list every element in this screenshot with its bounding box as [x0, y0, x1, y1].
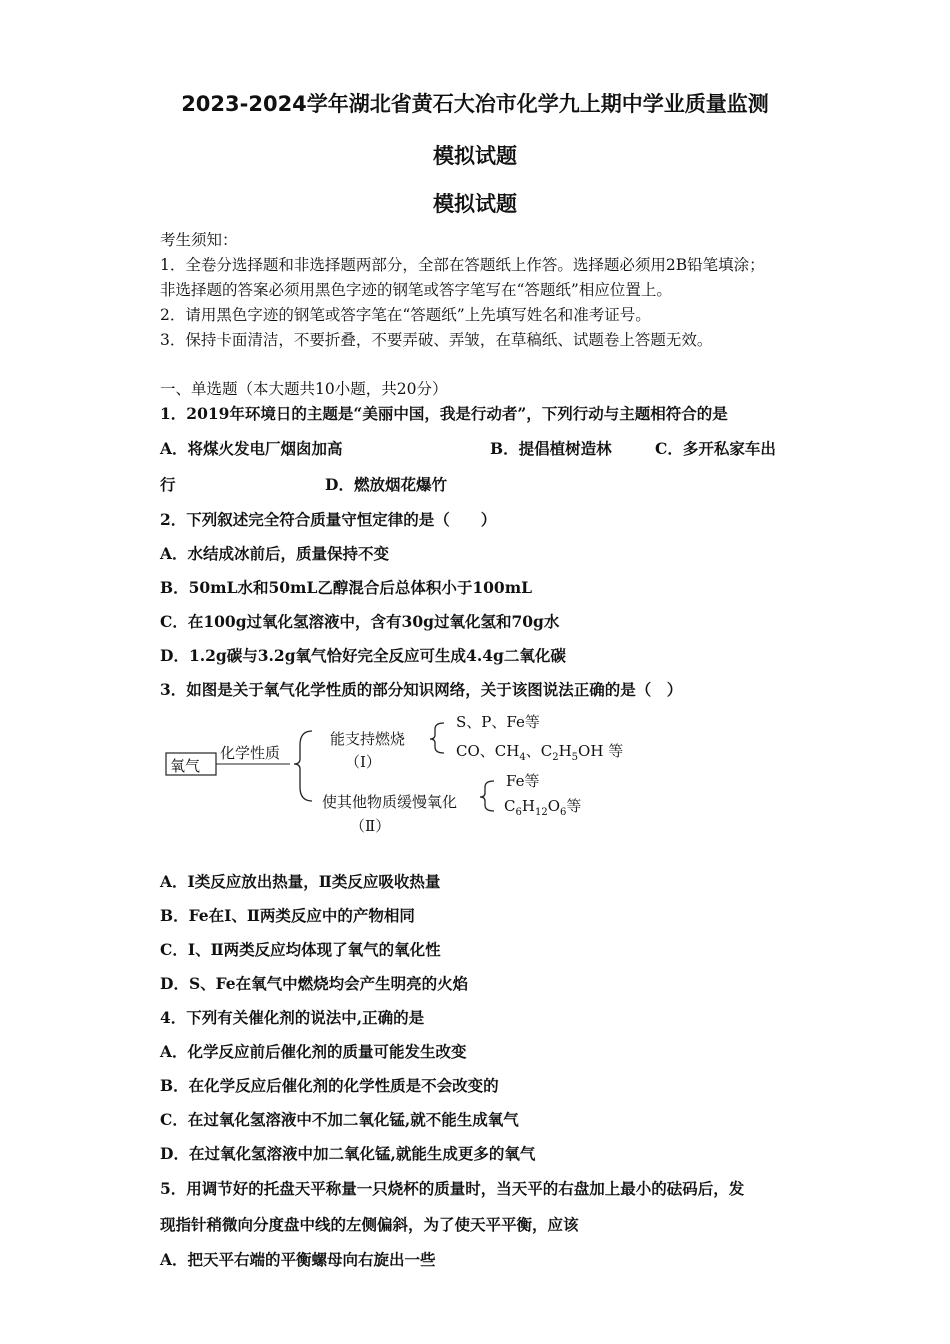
q4-option-b: B．在化学反应后催化剂的化学性质是不会改变的	[160, 1076, 499, 1095]
q2-stem: 2．下列叙述完全符合质量守恒定律的是（ ）	[160, 510, 497, 529]
doc-title-line1: 2023-2024学年湖北省黄石大冶市化学九上期中学业质量监测	[181, 92, 769, 116]
q4-option-c: C．在过氧化氢溶液中不加二氧化锰,就不能生成氧气	[160, 1110, 519, 1129]
q1-option-d: D．燃放烟花爆竹	[325, 475, 447, 494]
q5-stem-line1: 5．用调节好的托盘天平称量一只烧杯的质量时，当天平的右盘加上最小的砝码后，发	[160, 1179, 745, 1198]
q5-option-a: A．把天平右端的平衡螺母向右旋出一些	[160, 1250, 436, 1269]
q4-stem: 4．下列有关催化剂的说法中,正确的是	[160, 1008, 425, 1027]
q2-option-c: C．在100g过氧化氢溶液中，含有30g过氧化氢和70g水	[160, 612, 560, 631]
q2-option-a: A．水结成冰前后，质量保持不变	[160, 544, 390, 563]
q4-option-d: D．在过氧化氢溶液中加二氧化锰,就能生成更多的氧气	[160, 1144, 536, 1163]
q1-stem: 1．2019年环境日的主题是“美丽中国，我是行动者”，下列行动与主题相符合的是	[160, 404, 728, 423]
diagram-slow-example-1: Fe等	[506, 772, 540, 790]
diagram-lines	[160, 705, 640, 840]
diagram-support-burn-label: 能支持燃烧	[330, 730, 406, 748]
notice-heading: 考生须知：	[160, 231, 238, 249]
diagram-type2-label: （Ⅱ）	[350, 817, 391, 835]
oxygen-knowledge-diagram	[160, 705, 640, 840]
notice-item: 非选择题的答案必须用黑色字迹的钢笔或答字笔写在“答题纸”相应位置上。	[160, 281, 672, 299]
q3-option-d: D．S、Fe在氧气中燃烧均会产生明亮的火焰	[160, 974, 469, 993]
q3-option-a: A．Ⅰ类反应放出热量，Ⅱ类反应吸收热量	[160, 872, 441, 891]
q5-stem-line2: 现指针稍微向分度盘中线的左侧偏斜，为了使天平平衡，应该	[160, 1215, 579, 1234]
q1-option-c-cont: 行	[160, 475, 176, 494]
diagram-slow-example-2: $C_6H_{12}O_6$等	[504, 797, 582, 818]
doc-title-line3: 模拟试题	[433, 192, 517, 216]
diagram-type1-label: （Ⅰ）	[345, 753, 381, 771]
q3-option-c: C．Ⅰ、Ⅱ两类反应均体现了氧气的氧化性	[160, 940, 441, 959]
diagram-slow-oxidation-label: 使其他物质缓慢氧化	[322, 793, 458, 811]
q2-option-d: D．1.2g碳与3.2g氧气恰好完全反应可生成4.4g二氧化碳	[160, 646, 566, 665]
q1-option-c: C．多开私家车出	[655, 439, 776, 458]
diagram-chem-prop-label: 化学性质	[220, 744, 281, 762]
notice-item: 1．全卷分选择题和非选择题两部分，全部在答题纸上作答。选择题必须用2B铅笔填涂；	[160, 256, 765, 274]
q1-option-b: B．提倡植树造林	[490, 439, 612, 458]
q1-option-a: A．将煤火发电厂烟囱加高	[160, 439, 343, 458]
q4-option-a: A．化学反应前后催化剂的质量可能发生改变	[160, 1042, 467, 1061]
q2-option-b: B．50mL水和50mL乙醇混合后总体积小于100mL	[160, 578, 532, 597]
doc-title-line2: 模拟试题	[433, 144, 517, 168]
diagram-oxygen-label: 氧气	[170, 757, 201, 775]
diagram-burn-example-2: CO、$CH_4$、$C_2H_5OH$ 等	[456, 742, 624, 763]
q3-option-b: B．Fe在Ⅰ、Ⅱ两类反应中的产物相同	[160, 906, 415, 925]
diagram-burn-example-1: S、P、Fe等	[456, 713, 540, 731]
notice-item: 3．保持卡面清洁，不要折叠，不要弄破、弄皱，在草稿纸、试题卷上答题无效。	[160, 331, 713, 349]
notice-item: 2．请用黑色字迹的钢笔或答字笔在“答题纸”上先填写姓名和准考证号。	[160, 306, 651, 324]
section-heading: 一、单选题（本大题共10小题，共20分）	[160, 380, 448, 398]
q3-stem: 3．如图是关于氧气化学性质的部分知识网络，关于该图说法正确的是（ ）	[160, 680, 683, 699]
